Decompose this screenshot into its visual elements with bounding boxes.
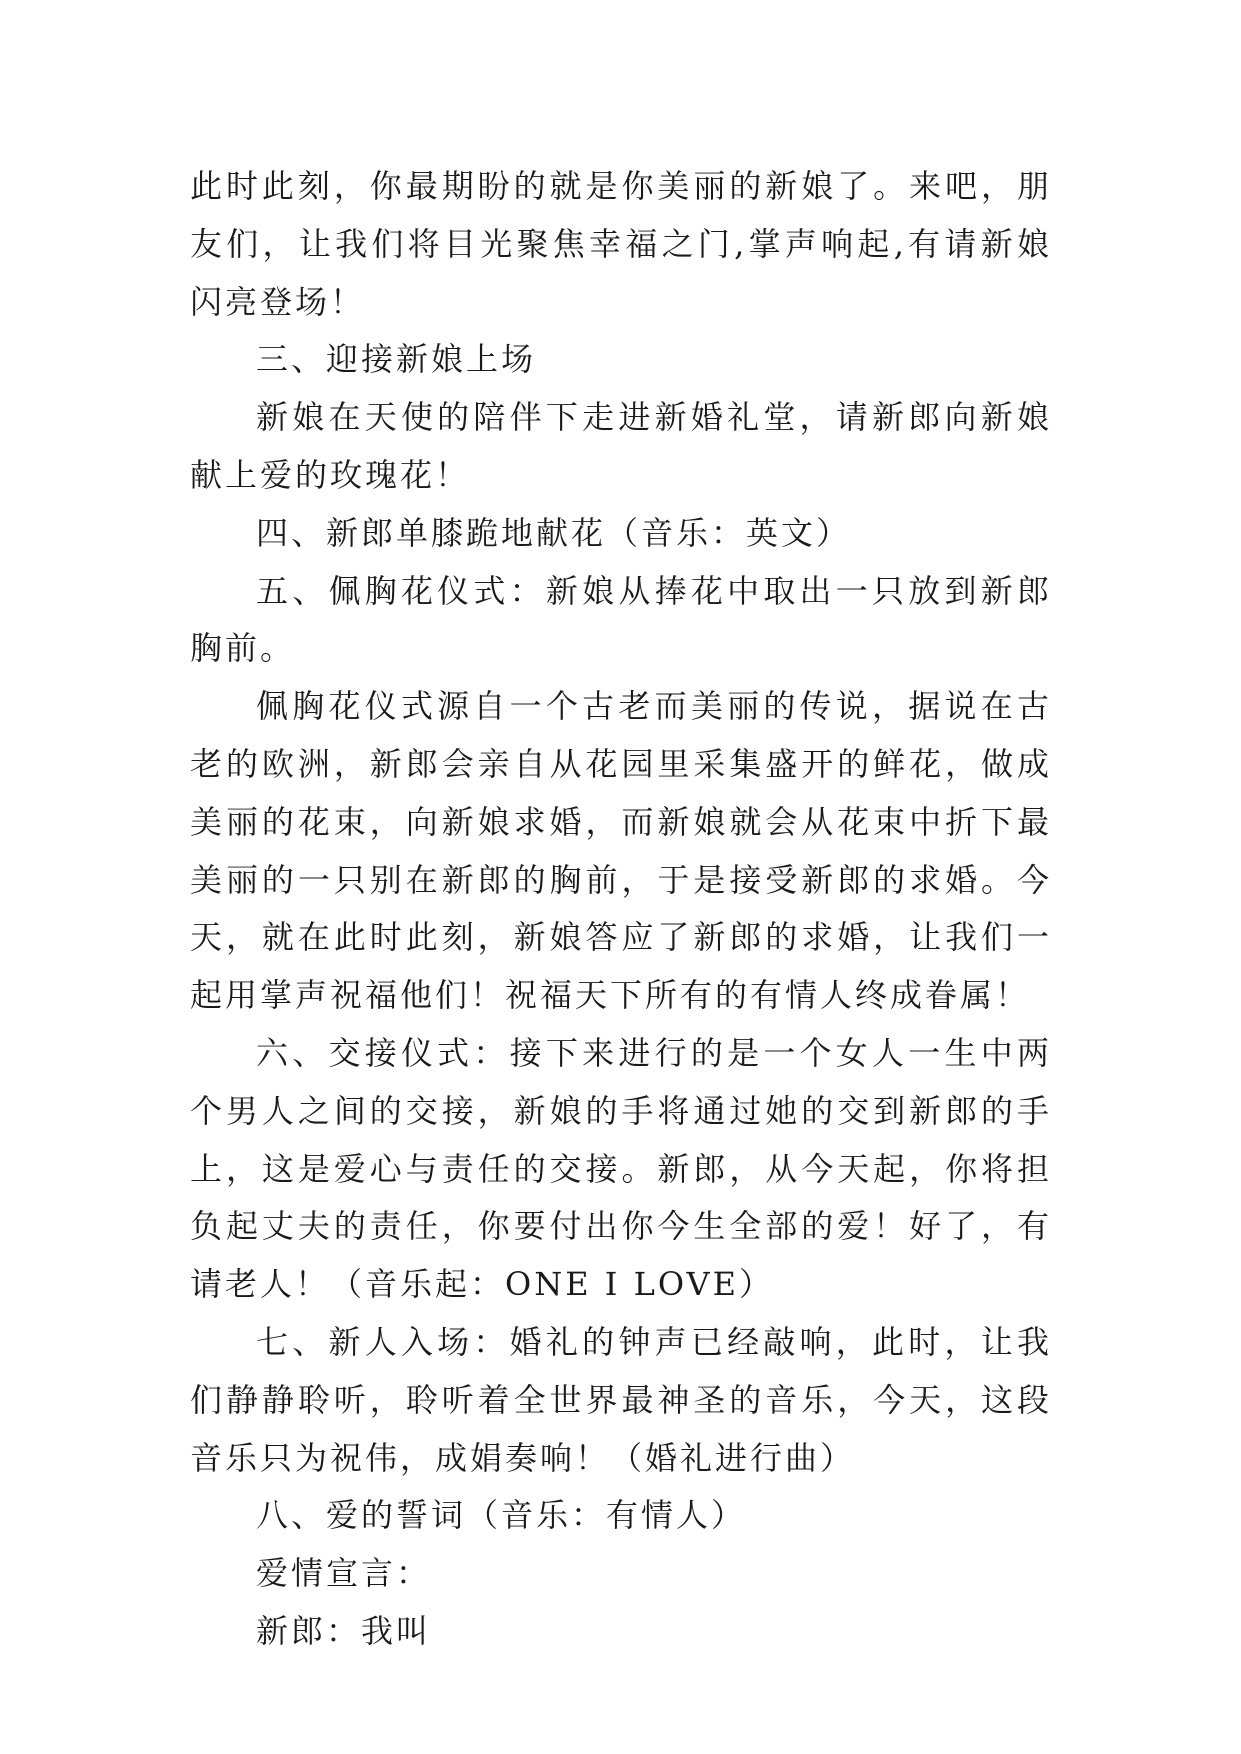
document-body xyxy=(190,158,1052,1661)
section-heading-6: 六、交接仪式：接下来进行的是一个女人一生中两个男人之间的交接，新娘的手将通过她的交到新郎的手上，这是爱心与责任的交接。新郎，从今天起，你将担负起丈夫的责任，你要付出你今生全部的爱！好了，有请老人！（音乐起：ONE I LOVE） xyxy=(190,1033,1052,1304)
section-heading-8: 八、爱的誓词（音乐：有情人） xyxy=(256,1496,747,1535)
section-heading-3: 三、迎接新娘上场 xyxy=(256,340,537,379)
paragraph-bride-entrance: 新娘在天使的陪伴下走进新婚礼堂，请新郎向新娘献上爱的玫瑰花！ xyxy=(190,398,1052,494)
paragraph-groom-vow: 新郎：我叫 xyxy=(256,1611,432,1650)
paragraph-love-declaration: 爱情宣言： xyxy=(256,1554,432,1593)
paragraph-1: 此时此刻，你最期盼的就是你美丽的新娘了。来吧，朋友们，让我们将目光聚焦幸福之门,掌声响起,有请新娘闪亮登场！ xyxy=(190,167,1052,321)
section-heading-5: 五、佩胸花仪式：新娘从捧花中取出一只放到新郎胸前。 xyxy=(190,571,1052,668)
section-heading-7: 七、新人入场：婚礼的钟声已经敲响，此时，让我们静静聆听，聆听着全世界最神圣的音乐，今天，这段音乐只为祝伟，成娟奏响！（婚礼进行曲） xyxy=(190,1322,1052,1477)
section-heading-4: 四、新郎单膝跪地献花（音乐：英文） xyxy=(256,513,852,552)
paragraph-corsage-legend: 佩胸花仪式源自一个古老而美丽的传说，据说在古老的欧洲，新郎会亲自从花园里采集盛开的鲜花，做成美丽的花束，向新娘求婚，而新娘就会从花束中折下最美丽的一只别在新郎的胸前，于是接受新郎的求婚。今天，就在此时此刻，新娘答应了新郎的求婚，让我们一起用掌声祝福他们！祝福天下所有的有情人终成眷属！ xyxy=(190,687,1052,1015)
